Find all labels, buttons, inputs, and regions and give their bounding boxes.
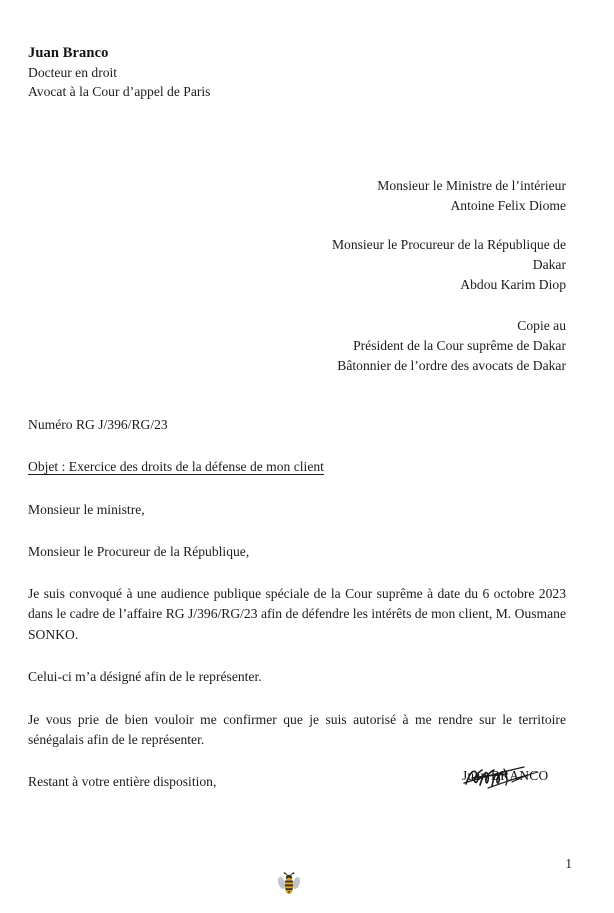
recipient-copy-list (146, 316, 566, 376)
recipient-prosecutor-name: Abdou Karim Diop (460, 277, 566, 292)
letterhead-title: Docteur en droit (28, 65, 118, 80)
signature-printed-name (462, 768, 549, 784)
salutation-prosecutor: Monsieur le Procureur de la République, (28, 544, 250, 559)
signature-block (462, 766, 572, 796)
recipient-prosecutor (146, 235, 566, 295)
letter-body (28, 415, 566, 793)
page-number: 1 (565, 856, 572, 871)
signature-first-name: Juan (462, 768, 491, 783)
bee-icon (278, 872, 300, 898)
recipient-minister-name: Antoine Felix Diome (450, 198, 566, 213)
letterhead-name: Juan Branco (28, 45, 109, 61)
closing-line: Restant à votre entière disposition, (28, 774, 217, 790)
recipient-minister-title: Monsieur le Ministre de l’intérieur (377, 178, 566, 193)
recipient-minister (146, 176, 566, 216)
signature-last-name: BRANCO (490, 768, 549, 783)
case-reference-number: Numéro RG J/396/RG/23 (28, 417, 168, 432)
paragraph-mandate: Celui-ci m’a désigné afin de le représenter. (28, 669, 262, 685)
subject-line-text: Objet : Exercice des droits de la défense de mon client (28, 459, 324, 474)
letterhead (28, 44, 448, 101)
copy-label: Copie au (517, 318, 566, 333)
paragraph-summons: Je suis convoqué à une audience publique spéciale de la Cour suprême à date du 6 octobre 2023 dans le cadre de l’affaire RG J/396/RG/23 afin de défendre les intérêts de mon client, M. Ousmane SONKO. (28, 586, 566, 642)
letterhead-bar-affiliation: Avocat à la Cour d’appel de Paris (28, 84, 211, 100)
copy-supreme-court-president: Président de la Cour suprême de Dakar (353, 338, 566, 353)
recipient-prosecutor-title: Monsieur le Procureur de la République de (331, 237, 566, 252)
salutation-minister: Monsieur le ministre, (28, 502, 145, 517)
paragraph-request: Je vous prie de bien vouloir me confirmer que je suis autorisé à me rendre sur le territoire sénégalais afin de le représenter. (28, 711, 566, 748)
recipient-block (146, 176, 566, 376)
subject-line (28, 457, 566, 477)
copy-bar-president: Bâtonnier de l’ordre des avocats de Dakar (337, 358, 566, 373)
recipient-prosecutor-city: Dakar (532, 257, 566, 272)
